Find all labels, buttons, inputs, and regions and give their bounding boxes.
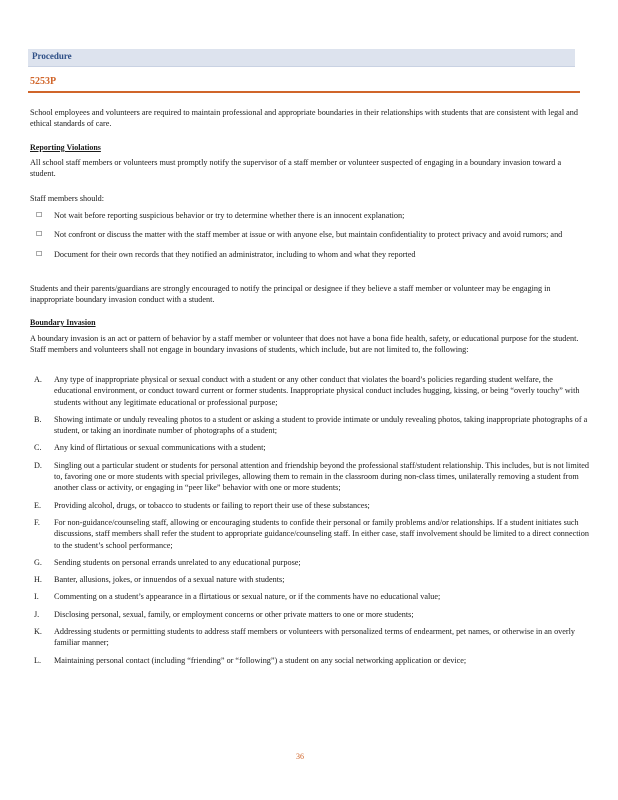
list-item [34, 591, 590, 602]
list-item [34, 517, 590, 551]
list-item [36, 210, 588, 221]
item-text: Sending students on personal errands unrelated to any educational purpose; [54, 557, 301, 567]
divider-rule [28, 91, 580, 93]
item-text: Showing intimate or unduly revealing photos to a student or asking a student to provide intimate or unduly revealing photos, taking inappropriate photographs of a student, or taking an inordinate number of photographs of a student; [54, 414, 588, 436]
item-text: Any kind of flirtatious or sexual communications with a student; [54, 443, 266, 453]
item-text: Addressing students or permitting students to address staff members or volunteers with personalized terms of endearment, pet names, or otherwise in an overly familiar manner; [54, 627, 575, 648]
item-letter: G. [34, 557, 42, 567]
intro-paragraph: School employees and volunteers are required to maintain professional and appropriate boundaries in their relationships with students that are consistent with legal and ethical standards of care. [30, 108, 578, 129]
boundary-heading: Boundary Invasion [30, 318, 96, 327]
bullet-text: Not confront or discuss the matter with the staff member at issue or with anyone else, but maintain confidentiality to protect privacy and avoid rumors; and [54, 230, 563, 240]
item-letter: A. [34, 375, 42, 384]
staff-bullet-list [36, 210, 588, 260]
bullet-icon: ☐ [36, 211, 43, 219]
boundary-intro: A boundary invasion is an act or pattern of behavior by a staff member or volunteer that does not have a bona fide health, safety, or educational purpose for the student. Staff members and volunteers shall not engage in boundary invasions of students, which include, but are not limited to, the following: [30, 334, 579, 355]
list-item [34, 414, 590, 437]
procedure-label: Procedure [32, 51, 72, 61]
staff-should-lead: Staff members should: [30, 194, 104, 203]
item-letter: F. [34, 517, 40, 527]
item-text: Disclosing personal, sexual, family, or employment concerns or other private matters to one or more students; [54, 609, 414, 619]
procedure-header-bar [28, 49, 575, 67]
list-item [34, 574, 590, 585]
item-text: For non-guidance/counseling staff, allowing or encouraging students to confide their personal or family problems and/or relationships. If a student initiates such discussions, staff members shall refer the student to appropriate guidance/counseling staff. In either case, staff involvement should be limited to a direct connection to the student’s school performance; [54, 517, 589, 550]
list-item [34, 460, 590, 494]
bullet-text: Document for their own records that they notified an administrator, including to whom and what they reported [54, 249, 416, 259]
bullet-icon: ☐ [36, 249, 43, 258]
list-item [34, 626, 590, 649]
parents-paragraph: Students and their parents/guardians are strongly encouraged to notify the principal or designee if they believe a staff member or volunteer may be engaging in inappropriate boundary invasion conduct with a student. [30, 284, 551, 305]
item-letter: J. [34, 609, 40, 619]
policy-code: 5253P [30, 76, 57, 87]
item-letter: C. [34, 443, 42, 453]
reporting-paragraph: All school staff members or volunteers must promptly notify the supervisor of a staff member or volunteer suspected of engaging in a boundary invasion toward a student. [30, 158, 562, 179]
list-item [36, 249, 588, 260]
item-letter: D. [34, 460, 42, 470]
list-item [34, 500, 590, 511]
bullet-icon: ☐ [36, 230, 43, 239]
item-letter: L. [34, 655, 42, 665]
item-text: Providing alcohol, drugs, or tobacco to students or failing to report their use of these substances; [54, 500, 370, 510]
item-letter: I. [34, 592, 39, 602]
item-text: Any type of inappropriate physical or sexual conduct with a student or any other conduct that violates the board’s policies regarding student welfare, the educational environment, or conduct toward current or former students. Inappropriate physical conduct includes hugging, kissing, or being “overly touchy” with students without any legitimate educational or professional purpose; [54, 375, 580, 407]
page-number: 36 [296, 752, 304, 761]
bullet-text: Not wait before reporting suspicious behavior or try to determine whether there is an innocent explanation; [54, 211, 405, 220]
list-item [34, 609, 590, 620]
boundary-items-list [34, 374, 590, 666]
list-item [34, 374, 590, 408]
item-text: Commenting on a student’s appearance in a flirtatious or sexual nature, or if the comments have no educational value; [54, 592, 441, 602]
item-letter: B. [34, 414, 42, 424]
list-item [34, 655, 590, 666]
item-letter: K. [34, 627, 42, 637]
item-text: Banter, allusions, jokes, or innuendos of a sexual nature with students; [54, 575, 285, 585]
item-text: Maintaining personal contact (including “friending” or “following”) a student on any social networking application or device; [54, 655, 467, 665]
reporting-heading: Reporting Violations [30, 143, 101, 152]
item-letter: E. [34, 500, 42, 510]
list-item [34, 557, 590, 568]
item-letter: H. [34, 575, 42, 585]
list-item [34, 442, 590, 453]
item-text: Singling out a particular student or students for personal attention and friendship beyond the professional staff/student relationship. This includes, but is not limited to, favoring one or more students with special privileges, allowing them to remain in the classroom during non-class times, unilaterally removing a student from another class or activity, or engaging in “peer like” behavior with one or more students; [54, 460, 589, 493]
list-item [36, 229, 588, 240]
